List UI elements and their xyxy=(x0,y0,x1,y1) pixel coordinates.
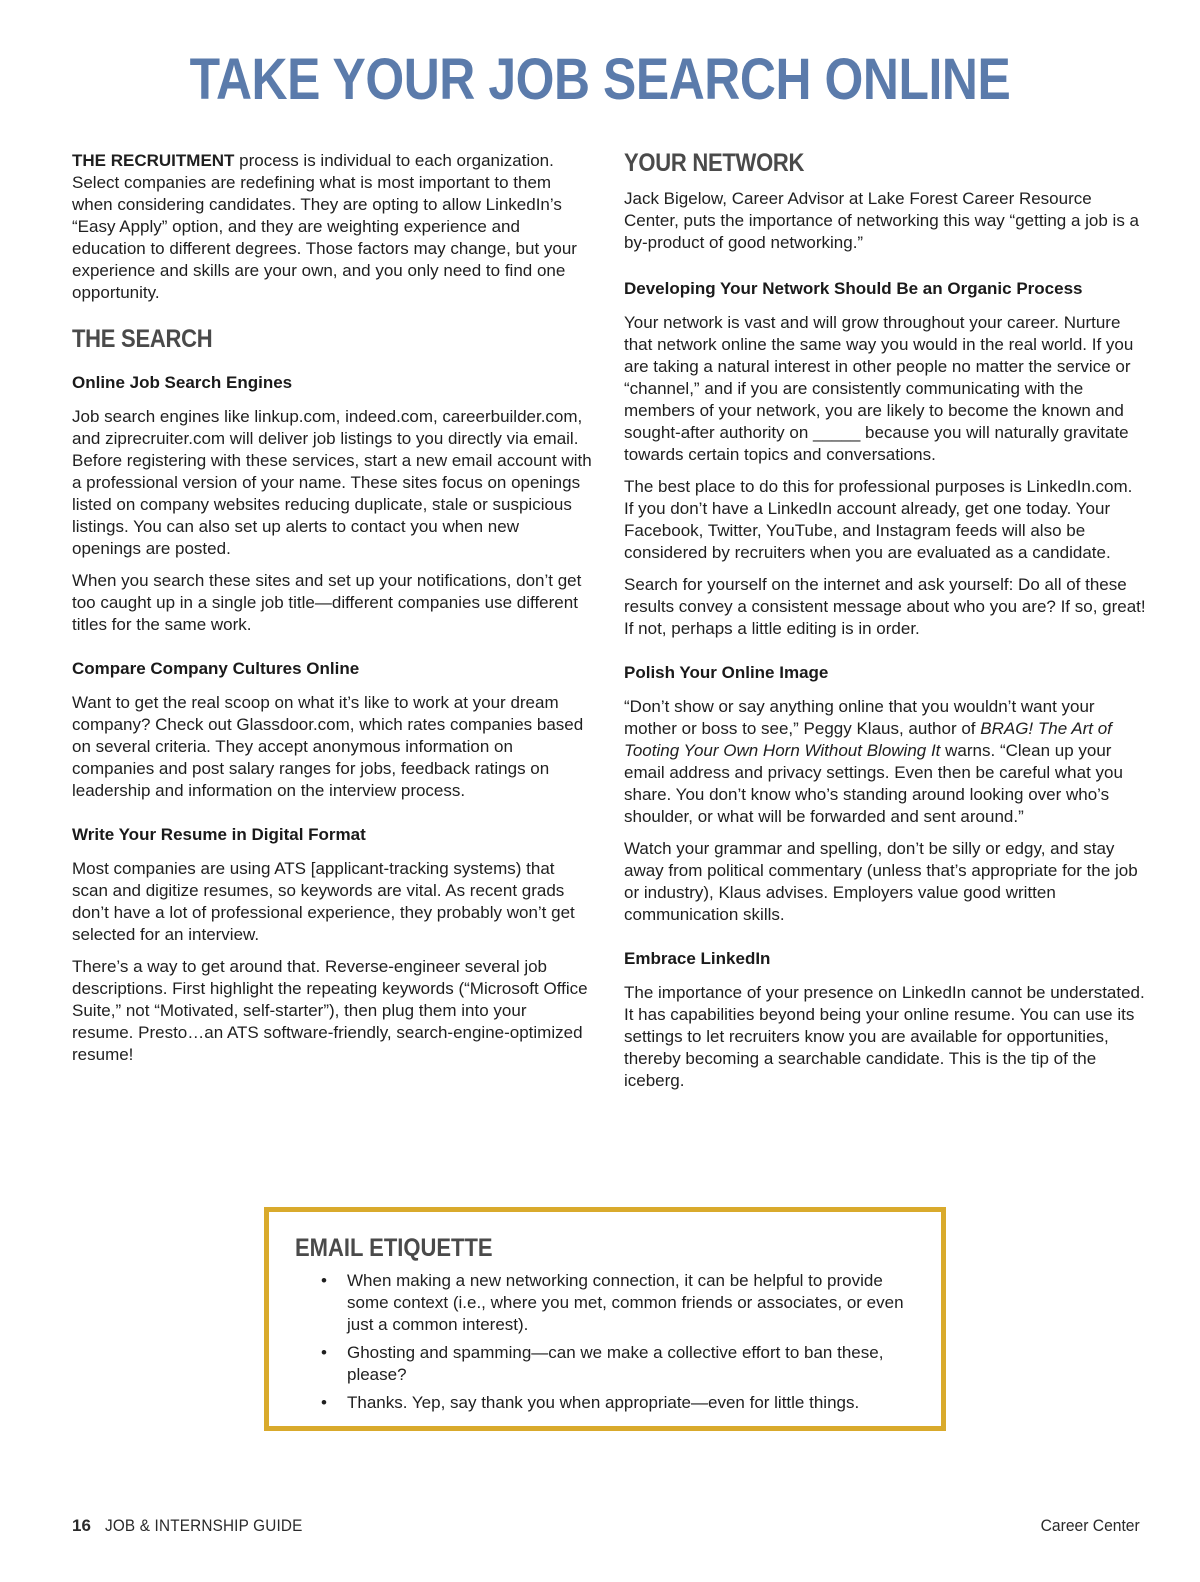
polish-quote-start: “Don’t show or say anything online that you wouldn’t want your mother or boss to see,” Peggy Klaus, author of xyxy=(624,697,1095,738)
list-item xyxy=(317,1342,917,1386)
bullet-icon: • xyxy=(321,1271,327,1290)
network-section-heading: YOUR NETWORK xyxy=(624,149,805,177)
resume-paragraph-1: Most companies are using ATS [applicant-tracking systems) that scan and digitize resumes, so keywords are vital. As recent grads don’t have a lot of professional experience, they probably won’t get selected for an interview. xyxy=(72,859,575,944)
organic-heading: Developing Your Network Should Be an Organic Process xyxy=(624,279,1083,298)
network-paragraph: Jack Bigelow, Career Advisor at Lake Forest Career Resource Center, puts the importance of networking this way “getting a job is a by-product of good networking.” xyxy=(624,189,1139,252)
linkedin-heading: Embrace LinkedIn xyxy=(624,949,771,968)
list-item-text: Thanks. Yep, say thank you when appropriate—even for little things. xyxy=(347,1393,860,1412)
etiquette-title: EMAIL ETIQUETTE xyxy=(295,1234,493,1262)
intro-text: process is individual to each organization. Select companies are redefining what is most important to them when considering candidates. They are opting to allow LinkedIn’s “Easy Apply” option, and they are weighting experience and education to different degrees. Those factors may change, but your experience and skills are your own, and you only need to find one opportunity. xyxy=(72,151,577,302)
resume-heading: Write Your Resume in Digital Format xyxy=(72,825,366,844)
bullet-icon: • xyxy=(321,1343,327,1362)
polish-quote-end: warns. “Clean up your email address and privacy settings. Even then be careful what you share. You don’t know who’s standing around looking over who’s shoulder, or what will be forwarded and sent around.” xyxy=(624,741,1123,826)
polish-paragraph-1 xyxy=(624,696,1146,828)
resume-paragraph-2: There’s a way to get around that. Reverse-engineer several job descriptions. First highlight the repeating keywords (“Microsoft Office Suite,” not “Motivated, self-starter”), then plug them into your resume. Presto…an ATS software-friendly, search-engine-optimized resume! xyxy=(72,957,588,1064)
cultures-paragraph: Want to get the real scoop on what it’s like to work at your dream company? Check out Glassdoor.com, which rates companies based on several criteria. They accept anonymous information on companies and post salary ranges for jobs, feedback ratings on leadership and information on the interview process. xyxy=(72,693,584,800)
engines-paragraph-1: Job search engines like linkup.com, indeed.com, careerbuilder.com, and ziprecruiter.com will deliver job listings to you directly via email. Before registering with these services, start a new email account with a professional version of your name. These sites focus on openings listed on company websites reducing duplicate, stale or suspicious listings. You can also set up alerts to contact you when new openings are posted. xyxy=(72,407,592,558)
list-item xyxy=(317,1270,917,1336)
footer-right: Career Center xyxy=(1040,1516,1140,1535)
search-section-heading: THE SEARCH xyxy=(72,325,213,353)
left-column xyxy=(72,150,592,1076)
polish-heading: Polish Your Online Image xyxy=(624,663,829,682)
polish-paragraph-2: Watch your grammar and spelling, don’t be silly or edgy, and stay away from political commentary (unless that’s appropriate for the job or industry), Klaus advises. Employers value good written communication skills. xyxy=(624,839,1138,924)
list-item-text: Ghosting and spamming—can we make a collective effort to ban these, please? xyxy=(347,1343,884,1384)
etiquette-list xyxy=(317,1270,917,1420)
engines-paragraph-2: When you search these sites and set up your notifications, don’t get too caught up in a single job title—different companies use different titles for the same work. xyxy=(72,571,582,634)
organic-paragraph-3: Search for yourself on the internet and ask yourself: Do all of these results convey a consistent message about who you are? If so, great! If not, perhaps a little editing is in order. xyxy=(624,575,1146,638)
list-item xyxy=(317,1392,917,1414)
intro-lead: THE RECRUITMENT xyxy=(72,151,235,170)
organic-paragraph-1: Your network is vast and will grow throughout your career. Nurture that network online the same way you would in the real world. If you are taking a natural interest in other people no matter the service or “channel,” and if you are consistently communicating with the members of your network, you are likely to become the known and sought-after authority on _____ because you will naturally gravitate towards certain topics and conversations. xyxy=(624,313,1134,464)
email-etiquette-box xyxy=(264,1207,946,1431)
guide-name: JOB & INTERNSHIP GUIDE xyxy=(104,1516,303,1535)
page-number: 16 xyxy=(72,1516,91,1535)
organic-paragraph-2: The best place to do this for professional purposes is LinkedIn.com. If you don’t have a LinkedIn account already, get one today. Your Facebook, Twitter, YouTube, and Instagram feeds will also be considered by recruiters when you are evaluated as a candidate. xyxy=(624,477,1133,562)
book-title: BRAG! The Art of Tooting Your Own Horn Without Blowing It xyxy=(624,719,1112,760)
linkedin-paragraph: The importance of your presence on LinkedIn cannot be understated. It has capabilities beyond being your online resume. You can use its settings to let recruiters know you are available for opportunities, thereby becoming a searchable candidate. This is the tip of the iceberg. xyxy=(624,983,1145,1090)
engines-heading: Online Job Search Engines xyxy=(72,373,293,392)
list-item-text: When making a new networking connection, it can be helpful to provide some context (i.e., where you met, common friends or associates, or even just a common interest). xyxy=(347,1271,904,1334)
cultures-heading: Compare Company Cultures Online xyxy=(72,659,360,678)
bullet-icon: • xyxy=(321,1393,327,1412)
footer-left xyxy=(72,1516,324,1536)
intro-paragraph xyxy=(72,150,592,304)
page-title: TAKE YOUR JOB SEARCH ONLINE xyxy=(189,47,1011,112)
right-column xyxy=(624,150,1146,1102)
